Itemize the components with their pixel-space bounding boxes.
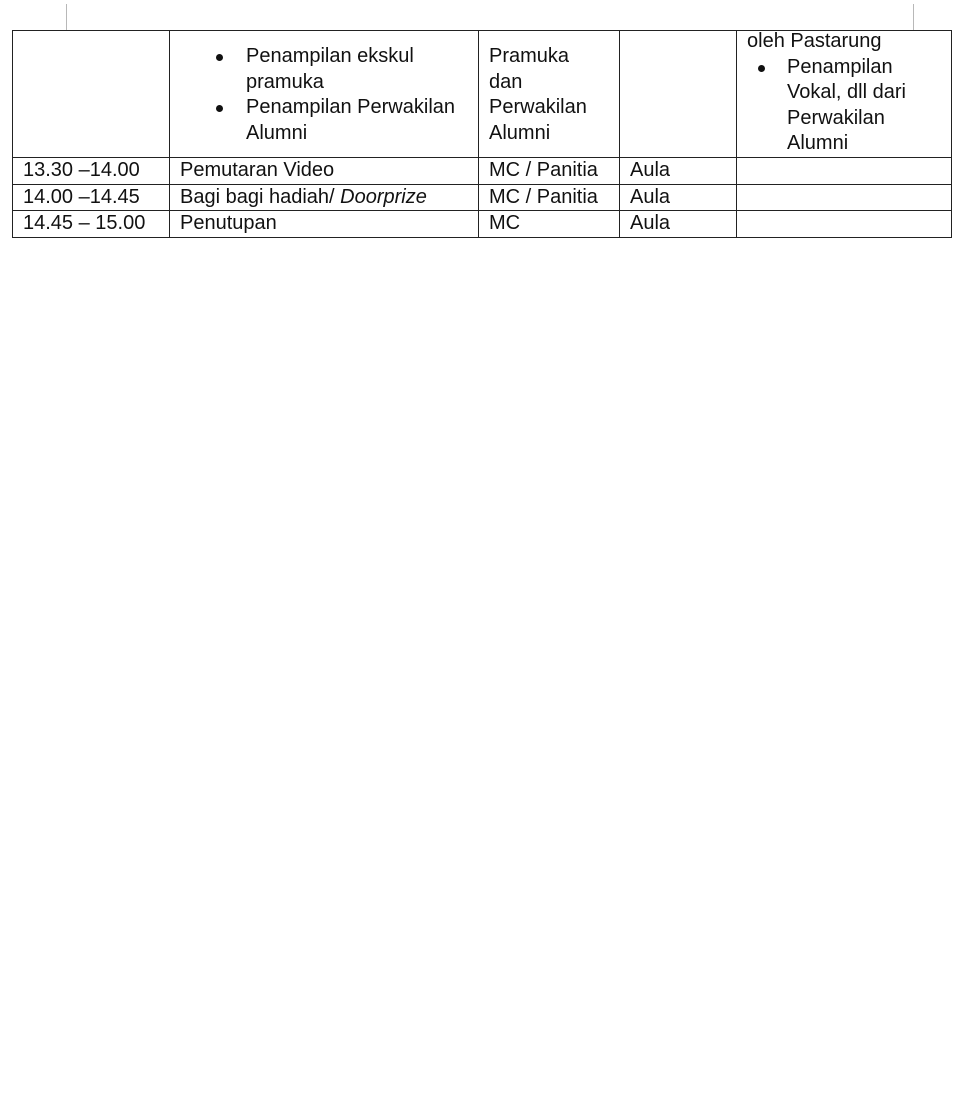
activity-text: Bagi bagi hadiah/ (180, 185, 341, 208)
pic-cell (479, 31, 620, 158)
pic-cell: MC / Panitia (479, 184, 620, 211)
table-row (13, 158, 952, 185)
note-cell (737, 158, 952, 185)
table-row (13, 184, 952, 211)
crop-mark-left (66, 4, 67, 30)
schedule-table (12, 30, 952, 238)
activity-cell (170, 184, 479, 211)
activity-italic-text: Doorprize (340, 185, 427, 208)
activity-cell (170, 31, 479, 158)
note-cell (737, 31, 952, 158)
activity-text: Pemutaran Video (180, 159, 335, 181)
list-item: Penampilan Vokal, dll dari Perwakilan Alumni (787, 55, 941, 157)
table-row (13, 31, 952, 158)
place-cell: Aula (620, 184, 737, 211)
time-cell (13, 31, 170, 158)
activity-list (180, 44, 468, 146)
place-cell: Aula (620, 211, 737, 238)
note-continuation: oleh Pastarung (747, 30, 882, 52)
place-cell: Aula (620, 158, 737, 185)
time-cell: 14.00 –14.45 (13, 184, 170, 211)
note-cell (737, 184, 952, 211)
pic-text: Pramuka dan Perwakilan Alumni (489, 45, 587, 144)
activity-cell (170, 211, 479, 238)
list-item: Penampilan Perwakilan Alumni (246, 95, 468, 146)
pic-cell: MC (479, 211, 620, 238)
activity-text: Penutupan (180, 212, 277, 234)
time-cell: 14.45 – 15.00 (13, 211, 170, 238)
time-cell: 13.30 –14.00 (13, 158, 170, 185)
activity-cell (170, 158, 479, 185)
pic-cell: MC / Panitia (479, 158, 620, 185)
crop-mark-right (913, 4, 914, 30)
note-cell (737, 211, 952, 238)
list-item: Penampilan ekskul pramuka (246, 44, 468, 95)
note-list (747, 55, 941, 157)
table-row (13, 211, 952, 238)
place-cell (620, 31, 737, 158)
